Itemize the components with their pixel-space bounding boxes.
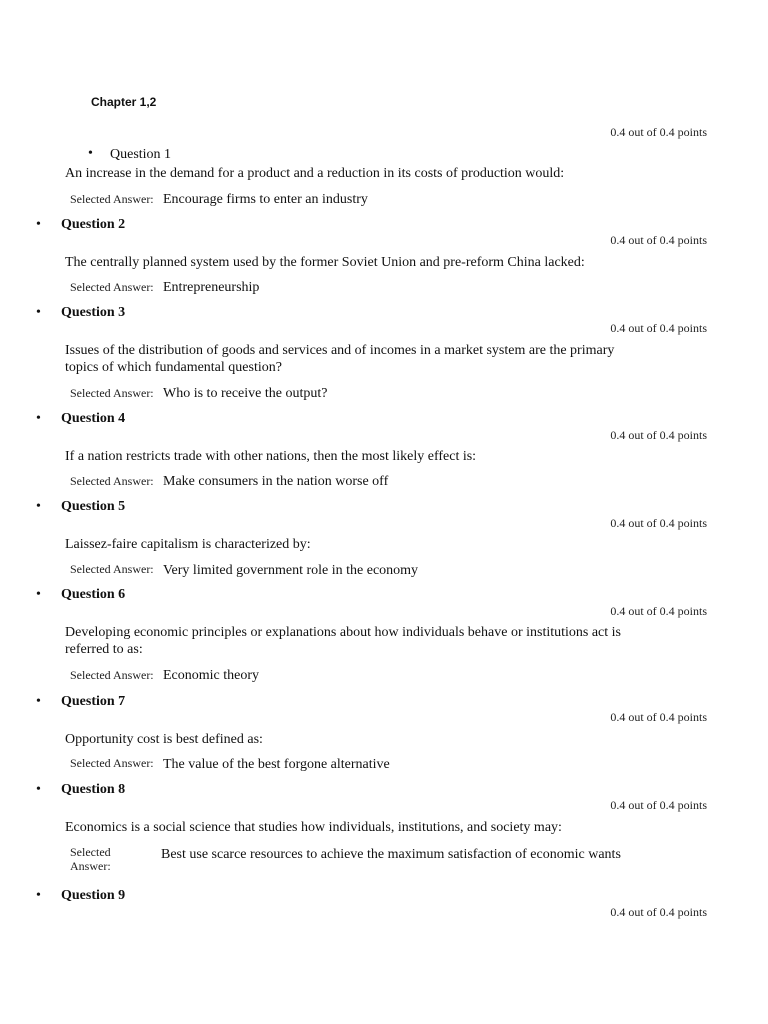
question-title: Question 6: [61, 587, 126, 602]
bullet: •: [36, 888, 41, 903]
question-title: Question 9: [61, 888, 126, 903]
question-points: 0.4 out of 0.4 points: [610, 125, 707, 139]
bullet: •: [36, 305, 41, 320]
selected-answer: Who is to receive the output?: [163, 386, 328, 401]
question-title: Question 7: [61, 694, 126, 709]
question-text: If a nation restricts trade with other nations, then the most likely effect is:: [65, 449, 477, 464]
selected-answer: Very limited government role in the economy: [163, 563, 419, 578]
question-points: 0.4 out of 0.4 points: [610, 604, 707, 618]
bullet: •: [36, 587, 41, 602]
selected-answer-label: Selected Answer:: [70, 668, 154, 682]
bullet: •: [88, 146, 93, 161]
bullet: •: [36, 411, 41, 426]
question-text: Issues of the distribution of goods and services and of incomes in a market system are the primary topics of which fundamental question?: [65, 343, 615, 375]
question-text: The centrally planned system used by the former Soviet Union and pre-reform China lacked:: [65, 255, 585, 270]
bullet: •: [36, 782, 41, 797]
question-title: Question 4: [61, 411, 126, 426]
page-title: Chapter 1,2: [91, 95, 157, 109]
selected-answer: Economic theory: [163, 668, 260, 683]
selected-answer-label: Selected Answer:: [70, 386, 154, 400]
question-text: An increase in the demand for a product and a reduction in its costs of production would:: [65, 166, 565, 181]
question-title: Question 8: [61, 782, 126, 797]
selected-answer: Make consumers in the nation worse off: [163, 474, 389, 489]
question-title: Question 5: [61, 499, 126, 514]
selected-label: Selected: [70, 845, 111, 859]
selected-answer-label: Selected Answer:: [70, 562, 154, 576]
question-points: 0.4 out of 0.4 points: [610, 516, 707, 530]
question-text: Laissez-faire capitalism is characterized by:: [65, 537, 311, 552]
selected-answer-label: Selected Answer:: [70, 280, 154, 294]
question-points: 0.4 out of 0.4 points: [610, 321, 707, 335]
question-text: Opportunity cost is best defined as:: [65, 732, 263, 747]
selected-answer: Entrepreneurship: [163, 280, 260, 295]
question-title: Question 1: [110, 147, 172, 162]
selected-answer: The value of the best forgone alternative: [163, 757, 390, 772]
question-points: 0.4 out of 0.4 points: [610, 233, 707, 247]
bullet: •: [36, 499, 41, 514]
question-points: 0.4 out of 0.4 points: [610, 428, 707, 442]
selected-answer-label: Selected Answer:: [70, 192, 154, 206]
question-title: Question 2: [61, 217, 126, 232]
selected-answer: Best use scarce resources to achieve the maximum satisfaction of economic wants: [161, 847, 621, 862]
question-points: 0.4 out of 0.4 points: [610, 710, 707, 724]
answer-label: Answer:: [70, 859, 111, 873]
bullet: •: [36, 217, 41, 232]
selected-answer-label: Selected Answer:: [70, 474, 154, 488]
bullet: •: [36, 694, 41, 709]
selected-answer-label: Selected Answer:: [70, 756, 154, 770]
selected-answer: Encourage firms to enter an industry: [163, 192, 368, 207]
question-points: 0.4 out of 0.4 points: [610, 798, 707, 812]
question-text: Developing economic principles or explanations about how individuals behave or institutions act is referred to as:: [65, 625, 621, 657]
question-title: Question 3: [61, 305, 126, 320]
question-points: 0.4 out of 0.4 points: [610, 905, 707, 919]
question-text: Economics is a social science that studies how individuals, institutions, and society may:: [65, 820, 562, 835]
